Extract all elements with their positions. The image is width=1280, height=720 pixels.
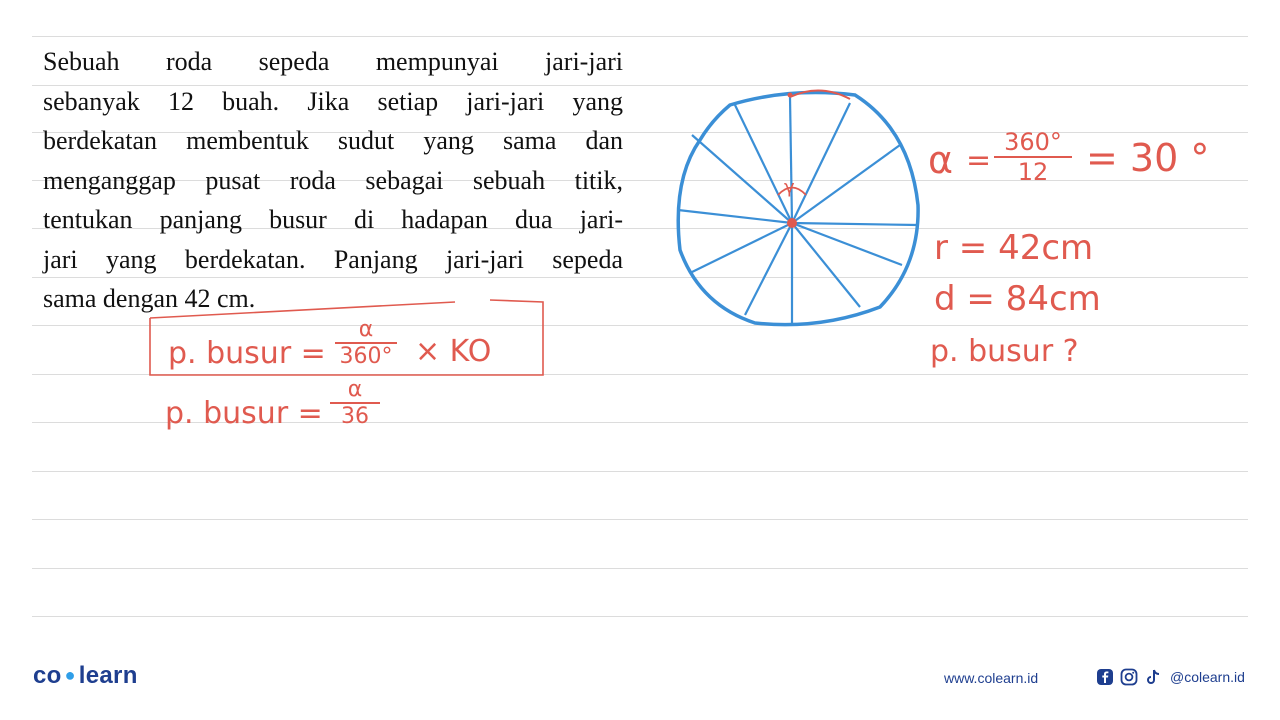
diameter-note: d = 84cm	[934, 279, 1101, 319]
alpha-denominator: 12	[1017, 158, 1049, 186]
spoke	[792, 223, 918, 225]
formula-numerator: α	[358, 317, 374, 342]
spoke	[678, 210, 792, 223]
step2-lhs: p. busur =	[165, 396, 323, 431]
alpha-result: = 30 °	[1086, 136, 1210, 180]
gamma-label: γ	[784, 177, 795, 198]
spoke	[790, 97, 792, 223]
wheel-spokes	[678, 97, 918, 323]
problem-line: Sebuah roda sepeda mempunyai jari-jari	[43, 47, 623, 76]
spoke	[792, 103, 850, 223]
alpha-equals: =	[966, 143, 992, 178]
problem-line: sama dengan 42 cm.	[43, 284, 256, 313]
step2-numerator: α	[347, 377, 363, 402]
formula-rhs: × KO	[415, 334, 492, 369]
facebook-icon[interactable]	[1096, 668, 1114, 686]
question-note: p. busur ?	[930, 334, 1079, 369]
colearn-logo	[33, 662, 138, 690]
wheel-diagram	[670, 85, 930, 330]
step2-denominator: 36	[341, 404, 369, 429]
step2-fraction	[330, 378, 380, 430]
arc-endpoint	[788, 93, 793, 98]
problem-line: sebanyak 12 buah. Jika setiap jari-jari yang	[43, 86, 623, 116]
alpha-fraction	[994, 129, 1072, 187]
spoke	[792, 145, 900, 223]
social-handle: @colearn.id	[1170, 669, 1245, 685]
logo-dot: ●	[64, 665, 76, 685]
formula-lhs: p. busur =	[168, 336, 326, 371]
formula-denominator: 360°	[339, 344, 393, 369]
spoke	[745, 223, 792, 315]
instagram-icon[interactable]	[1120, 668, 1138, 686]
radius-note: r = 42cm	[934, 228, 1094, 268]
problem-line: tentukan panjang busur di hadapan dua jari-	[43, 205, 623, 234]
logo-right: learn	[78, 662, 138, 689]
alpha-symbol: α	[928, 138, 954, 182]
problem-line: menganggap pusat roda sebagai sebuah titik,	[43, 165, 623, 195]
problem-line: berdekatan membentuk sudut yang sama dan	[43, 126, 623, 155]
social-links	[1096, 668, 1245, 686]
website-url: www.colearn.id	[944, 670, 1039, 686]
tiktok-icon[interactable]	[1144, 668, 1162, 686]
problem-line: jari yang berdekatan. Panjang jari-jari sepeda	[43, 244, 623, 274]
alpha-numerator: 360°	[1004, 128, 1062, 156]
spoke	[690, 223, 792, 273]
formula-fraction	[335, 318, 397, 370]
logo-left: co	[33, 662, 62, 689]
spoke	[692, 135, 792, 223]
center-point	[787, 218, 797, 228]
spoke	[735, 105, 792, 223]
